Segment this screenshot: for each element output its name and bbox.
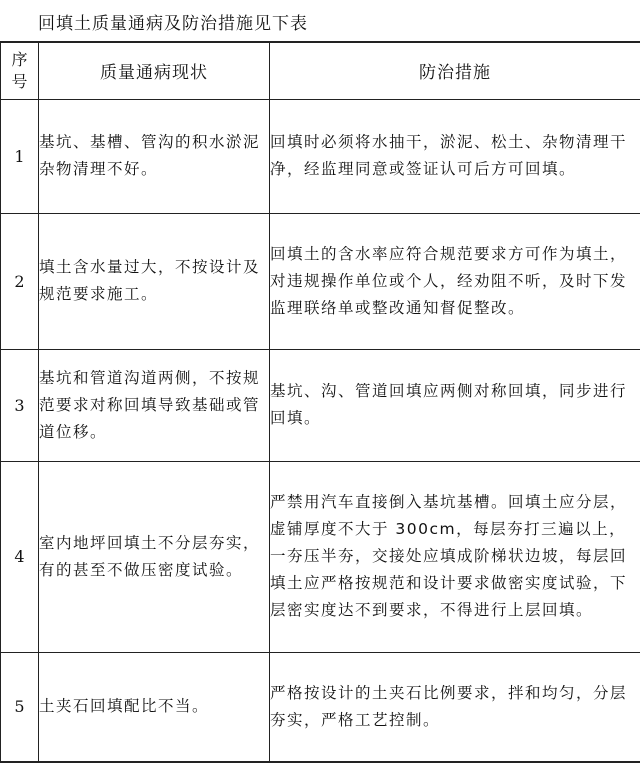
problem-cell: 土夹石回填配比不当。	[39, 652, 270, 762]
row-number: 4	[1, 461, 39, 652]
table-row	[1, 213, 640, 349]
row-number: 2	[1, 213, 39, 349]
problem-cell: 室内地坪回填土不分层夯实，有的甚至不做压密度试验。	[39, 461, 270, 652]
table-header-row	[1, 42, 640, 99]
measure-cell: 严格按设计的土夹石比例要求，拌和均匀，分层夯实，严格工艺控制。	[270, 652, 640, 762]
measure-cell: 严禁用汽车直接倒入基坑基槽。回填土应分层，虚铺厚度不大于 300cm，每层夯打三遍以上，一夯压半夯，交接处应填成阶梯状边坡，每层回填土应严格按规范和设计要求做密实度试验，下层密实度达不到要求，不得进行上层回填。	[270, 461, 640, 652]
table-row	[1, 349, 640, 461]
measure-cell: 基坑、沟、管道回填应两侧对称回填，同步进行回填。	[270, 349, 640, 461]
row-number: 3	[1, 349, 39, 461]
measure-cell: 回填时必须将水抽干，淤泥、松土、杂物清理干净，经监理同意或签证认可后方可回填。	[270, 99, 640, 213]
problem-cell: 基坑和管道沟道两侧，不按规范要求对称回填导致基础或管道位移。	[39, 349, 270, 461]
header-number: 序号	[1, 42, 39, 99]
table-row	[1, 461, 640, 652]
table-row	[1, 652, 640, 762]
problem-cell: 填土含水量过大，不按设计及规范要求施工。	[39, 213, 270, 349]
table-row	[1, 99, 640, 213]
header-problem: 质量通病现状	[39, 42, 270, 99]
measure-cell: 回填土的含水率应符合规范要求方可作为填土，对违规操作单位或个人，经劝阻不听，及时下发监理联络单或整改通知督促整改。	[270, 213, 640, 349]
header-measure: 防治措施	[270, 42, 640, 99]
document-title: 回填土质量通病及防治措施见下表	[38, 14, 308, 34]
problem-cell: 基坑、基槽、管沟的积水淤泥杂物清理不好。	[39, 99, 270, 213]
row-number: 5	[1, 652, 39, 762]
row-number: 1	[1, 99, 39, 213]
quality-defects-table	[0, 41, 640, 763]
